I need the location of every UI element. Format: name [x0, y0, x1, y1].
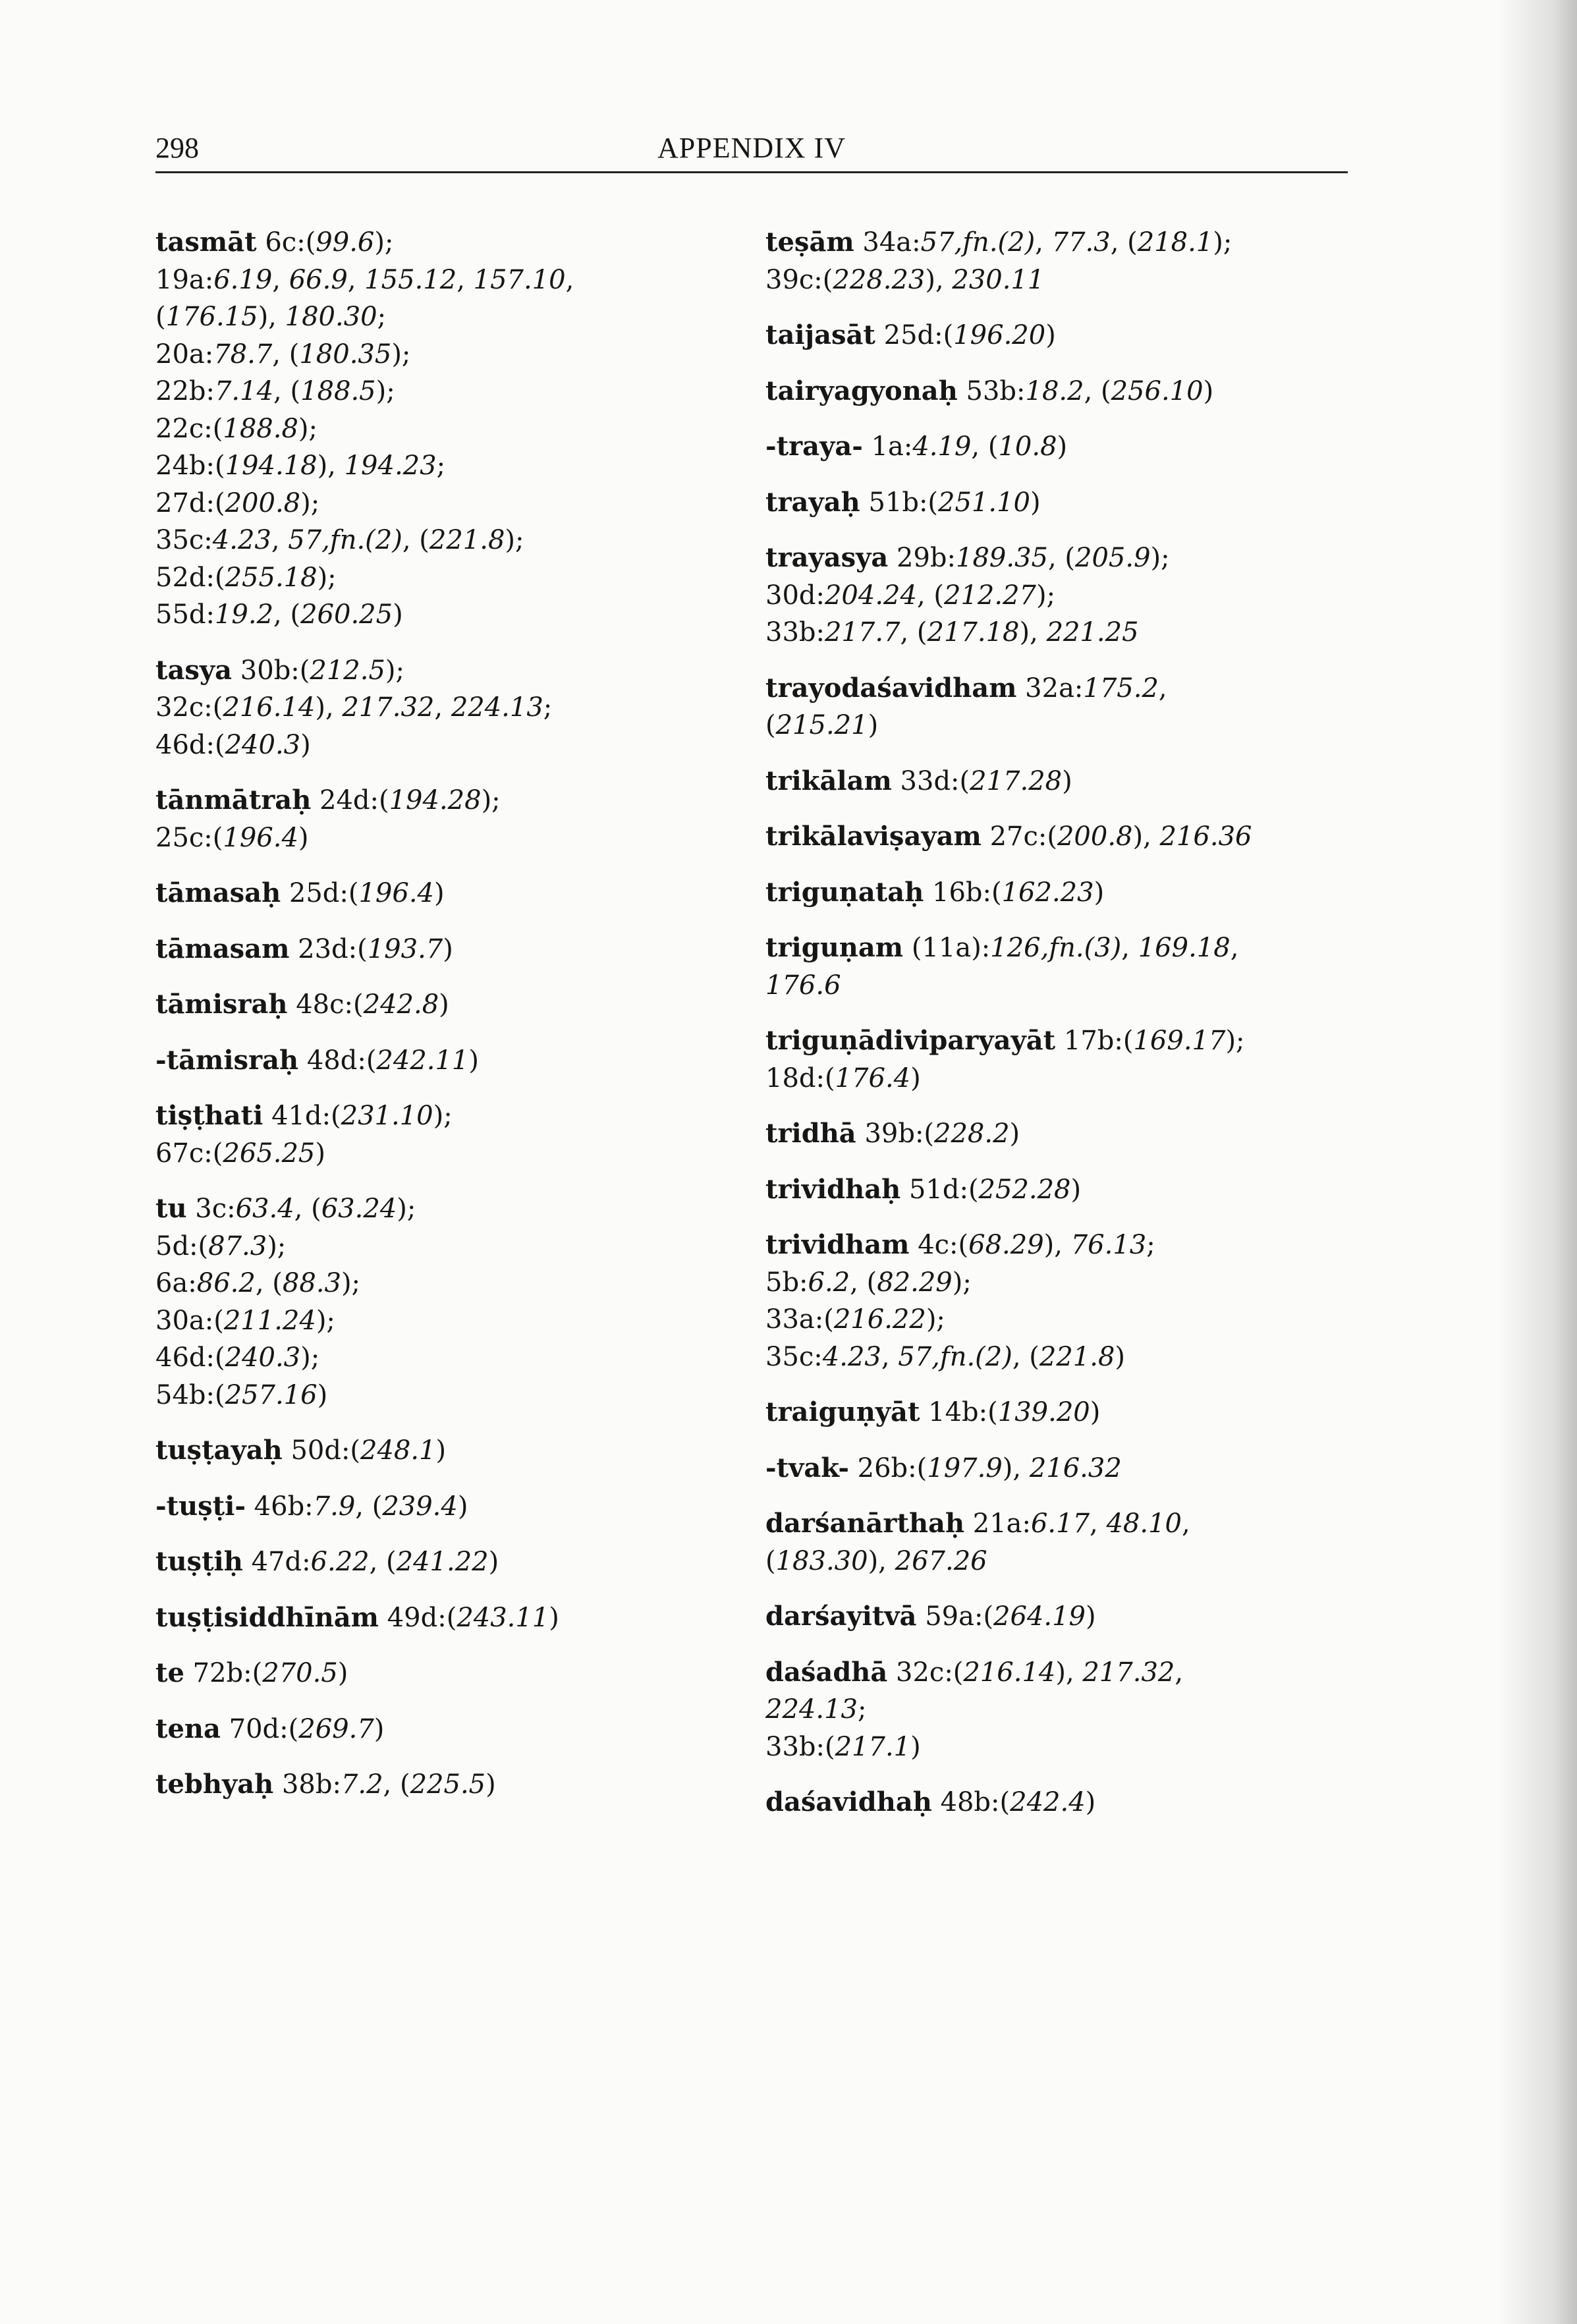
headword: tasmāt: [155, 227, 257, 258]
index-entry: [155, 875, 735, 912]
index-entry: [765, 1505, 1345, 1580]
entry-first-line: [155, 1655, 735, 1692]
index-entry: [155, 1432, 735, 1470]
reference-list: 55d:19.2, (260.25): [155, 599, 403, 630]
headword: tāmasam: [155, 933, 290, 964]
headword: tebhyaḥ: [155, 1769, 274, 1800]
entry-continuation-line: [765, 1729, 1345, 1766]
entry-continuation-line: [155, 447, 735, 485]
index-entry: [765, 484, 1345, 522]
entry-first-line: [765, 1598, 1345, 1636]
index-entry: [765, 929, 1345, 1004]
headword: triguṇādiviparyayāt: [765, 1025, 1056, 1056]
entry-continuation-line: [765, 614, 1345, 651]
entry-continuation-line: [155, 559, 735, 597]
headword: tairyagyonaḥ: [765, 375, 958, 406]
index-entry: [155, 1042, 735, 1080]
reference-list: 5d:(87.3);: [155, 1231, 287, 1261]
index-entry: [155, 931, 735, 968]
entry-first-line: [765, 484, 1345, 522]
entry-continuation-line: [765, 967, 1345, 1005]
index-entry: [765, 1598, 1345, 1636]
reference-list: 46b:7.9, (239.4): [254, 1491, 468, 1522]
headword: tāmisraḥ: [155, 989, 288, 1020]
reference-list: 48c:(242.8): [296, 989, 449, 1020]
reference-list: 35c:4.23, 57,fn.(2), (221.8): [765, 1341, 1126, 1372]
reference-list: 22c:(188.8);: [155, 413, 318, 444]
reference-list: 46d:(240.3): [155, 729, 311, 760]
index-entry: [155, 1488, 735, 1526]
entry-first-line: [765, 874, 1345, 912]
headword: tānmātraḥ: [155, 785, 312, 816]
index-entry: [155, 1599, 735, 1637]
page-header: [155, 125, 1348, 173]
entry-continuation-line: [765, 1301, 1345, 1339]
headword: traiguṇyāt: [765, 1397, 920, 1427]
entry-continuation-line: [765, 1339, 1345, 1376]
index-entry: [155, 224, 735, 634]
reference-list: 22b:7.14, (188.5);: [155, 376, 395, 406]
entry-continuation-line: [765, 262, 1345, 299]
reference-list: 21a:6.17, 48.10,: [972, 1508, 1190, 1539]
entry-continuation-line: [155, 819, 735, 857]
reference-list: 16b:(162.23): [932, 877, 1105, 908]
entry-continuation-line: [155, 336, 735, 374]
index-entry: [765, 1450, 1345, 1487]
reference-list: 25d:(196.4): [289, 878, 445, 908]
entry-first-line: [765, 224, 1345, 262]
reference-list: (176.15), 180.30;: [155, 302, 387, 332]
reference-list: 49d:(243.11): [387, 1602, 559, 1633]
headword: triguṇam: [765, 932, 904, 963]
headword: taijasāt: [765, 319, 875, 350]
reference-list: 26b:(197.9), 216.32: [857, 1452, 1122, 1483]
index-column-right: [765, 224, 1345, 1840]
entry-first-line: [765, 1505, 1345, 1543]
entry-continuation-line: [155, 1377, 735, 1414]
index-entry: [155, 1766, 735, 1804]
reference-list: 46d:(240.3);: [155, 1342, 320, 1373]
entry-first-line: [155, 1432, 735, 1470]
entry-first-line: [765, 1394, 1345, 1431]
reference-list: 51b:(251.10): [868, 487, 1041, 518]
index-entry: [765, 1115, 1345, 1153]
reference-list: 39b:(228.2): [864, 1119, 1020, 1149]
entry-first-line: [765, 373, 1345, 410]
entry-continuation-line: [765, 1691, 1345, 1729]
entry-first-line: [765, 317, 1345, 354]
headword: darśayitvā: [765, 1601, 917, 1632]
index-entry: [765, 670, 1345, 744]
reference-list: 24b:(194.18), 194.23;: [155, 451, 446, 481]
entry-first-line: [765, 818, 1345, 856]
headword: -tuṣṭi-: [155, 1490, 246, 1522]
entry-continuation-line: [155, 1135, 735, 1173]
entry-continuation-line: [765, 577, 1345, 615]
reference-list: 72b:(270.5): [192, 1658, 348, 1688]
headword: -traya-: [765, 431, 863, 462]
reference-list: 39c:(228.23), 230.11: [765, 264, 1045, 295]
reference-list: 18d:(176.4): [765, 1063, 921, 1093]
reference-list: 27d:(200.8);: [155, 487, 320, 518]
reference-list: 30d:204.24, (212.27);: [765, 580, 1056, 611]
entry-continuation-line: [765, 1264, 1345, 1302]
entry-first-line: [155, 1042, 735, 1080]
running-title: APPENDIX IV: [657, 132, 846, 164]
reference-list: 34a:57,fn.(2), 77.3, (218.1);: [862, 227, 1232, 258]
index-entry: [155, 1655, 735, 1692]
entry-first-line: [765, 1654, 1345, 1692]
index-entry: [765, 540, 1345, 651]
index-entry: [765, 1654, 1345, 1766]
entry-first-line: [155, 986, 735, 1024]
reference-list: 54b:(257.16): [155, 1379, 328, 1410]
headword: trikālaviṣayam: [765, 821, 982, 852]
index-entry: [155, 1711, 735, 1748]
headword: daśavidhaḥ: [765, 1786, 932, 1817]
reference-list: 4c:(68.29), 76.13;: [918, 1230, 1155, 1260]
reference-list: 59a:(264.19): [925, 1601, 1096, 1632]
entry-first-line: [155, 224, 735, 262]
index-entry: [155, 986, 735, 1024]
entry-first-line: [765, 540, 1345, 577]
reference-list: 67c:(265.25): [155, 1138, 325, 1169]
entry-first-line: [765, 1784, 1345, 1821]
headword: trikālam: [765, 765, 892, 796]
index-entry: [765, 373, 1345, 410]
reference-list: 24d:(194.28);: [319, 785, 501, 816]
reference-list: 33b:217.7, (217.18), 221.25: [765, 617, 1139, 648]
reference-list: 38b:7.2, (225.5): [281, 1769, 496, 1800]
entry-first-line: [765, 929, 1345, 967]
reference-list: 32a:175.2,: [1025, 673, 1167, 704]
reference-list: 48b:(242.4): [940, 1787, 1096, 1817]
headword: tāmasaḥ: [155, 877, 281, 908]
index-entry: [765, 428, 1345, 466]
entry-continuation-line: [155, 1228, 735, 1265]
index-entry: [765, 1227, 1345, 1375]
index-entry: [765, 1171, 1345, 1209]
entry-continuation-line: [765, 707, 1345, 744]
entry-continuation-line: [155, 262, 735, 299]
entry-continuation-line: [765, 1543, 1345, 1580]
headword: te: [155, 1657, 184, 1688]
reference-list: 25d:(196.20): [883, 320, 1056, 350]
reference-list: 32c:(216.14), 217.32,: [896, 1657, 1184, 1688]
reference-list: 70d:(269.7): [229, 1713, 385, 1744]
index-entry: [155, 1543, 735, 1581]
index-entry: [155, 1190, 735, 1414]
entry-continuation-line: [155, 485, 735, 522]
index-entry: [765, 763, 1345, 800]
entry-first-line: [155, 1190, 735, 1228]
index-entry: [765, 317, 1345, 354]
entry-first-line: [155, 652, 735, 690]
entry-first-line: [765, 763, 1345, 800]
reference-list: 35c:4.23, 57,fn.(2), (221.8);: [155, 525, 524, 555]
headword: -tāmisraḥ: [155, 1044, 299, 1076]
reference-list: 41d:(231.10);: [271, 1101, 453, 1131]
reference-list: 5b:6.2, (82.29);: [765, 1267, 972, 1298]
headword: tu: [155, 1193, 187, 1224]
reference-list: 50d:(248.1): [290, 1435, 447, 1466]
index-entry: [765, 1394, 1345, 1431]
index-column-left: [155, 224, 735, 1822]
reference-list: 6c:(99.6);: [265, 227, 394, 258]
index-entry: [765, 1022, 1345, 1097]
headword: trayasya: [765, 542, 889, 573]
index-entry: [765, 1784, 1345, 1821]
reference-list: 32c:(216.14), 217.32, 224.13;: [155, 692, 553, 723]
index-entry: [155, 652, 735, 764]
headword: darśanārthaḥ: [765, 1508, 965, 1539]
index-entry: [765, 874, 1345, 912]
reference-list: 19a:6.19, 66.9, 155.12, 157.10,: [155, 264, 574, 295]
entry-continuation-line: [155, 596, 735, 634]
headword: triguṇataḥ: [765, 876, 924, 908]
entry-continuation-line: [155, 689, 735, 727]
headword: tiṣṭhati: [155, 1100, 263, 1131]
reference-list: 33b:(217.1): [765, 1731, 921, 1762]
page-number: 298: [155, 132, 199, 164]
entry-first-line: [155, 1711, 735, 1748]
reference-list: 23d:(193.7): [298, 933, 453, 964]
index-entry: [155, 1097, 735, 1172]
entry-first-line: [155, 782, 735, 819]
entry-first-line: [765, 428, 1345, 466]
entry-first-line: [765, 1022, 1345, 1060]
index-entry: [155, 782, 735, 856]
entry-continuation-line: [155, 522, 735, 559]
reference-list: 14b:(139.20): [928, 1397, 1101, 1427]
headword: tuṣṭisiddhīnām: [155, 1601, 379, 1633]
entry-first-line: [155, 1543, 735, 1581]
headword: -tvak-: [765, 1452, 849, 1483]
entry-continuation-line: [155, 1302, 735, 1340]
reference-list: 176.6: [765, 970, 841, 1001]
headword: daśadhā: [765, 1656, 888, 1688]
entry-continuation-line: [155, 373, 735, 410]
entry-first-line: [765, 1227, 1345, 1264]
reference-list: 30b:(212.5);: [240, 655, 404, 686]
reference-list: 17b:(169.17);: [1063, 1026, 1245, 1056]
reference-list: 20a:78.7, (180.35);: [155, 339, 411, 370]
reference-list: 47d:6.22, (241.22): [251, 1547, 499, 1577]
reference-list: 48d:(242.11): [306, 1045, 479, 1076]
reference-list: 3c:63.4, (63.24);: [195, 1194, 416, 1224]
entry-first-line: [765, 670, 1345, 707]
reference-list: 224.13;: [765, 1694, 867, 1725]
headword: trayodaśavidham: [765, 672, 1017, 704]
entry-first-line: [155, 1766, 735, 1804]
reference-list: 1a:4.19, (10.8): [871, 431, 1068, 462]
entry-first-line: [155, 931, 735, 968]
reference-list: 53b:18.2, (256.10): [966, 375, 1214, 406]
entry-continuation-line: [155, 727, 735, 764]
headword: tena: [155, 1713, 221, 1744]
headword: tasya: [155, 654, 233, 686]
reference-list: (11a):126,fn.(3), 169.18,: [911, 933, 1239, 963]
reference-list: 25c:(196.4): [155, 822, 309, 853]
entry-continuation-line: [155, 298, 735, 336]
entry-first-line: [155, 1097, 735, 1135]
headword: tridhā: [765, 1118, 856, 1149]
entry-continuation-line: [155, 1265, 735, 1302]
reference-list: (215.21): [765, 710, 879, 740]
reference-list: 33a:(216.22);: [765, 1304, 945, 1335]
headword: teṣām: [765, 227, 854, 258]
entry-first-line: [155, 875, 735, 912]
headword: tuṣṭayaḥ: [155, 1435, 283, 1466]
entry-first-line: [155, 1488, 735, 1526]
entry-first-line: [155, 1599, 735, 1637]
headword: trividhaḥ: [765, 1173, 901, 1205]
reference-list: 29b:189.35, (205.9);: [897, 543, 1170, 573]
entry-continuation-line: [155, 1339, 735, 1377]
reference-list: 27c:(200.8), 216.36: [989, 821, 1252, 852]
reference-list: 30a:(211.24);: [155, 1305, 335, 1336]
entry-continuation-line: [765, 1060, 1345, 1097]
index-entry: [765, 224, 1345, 298]
entry-continuation-line: [155, 410, 735, 448]
entry-first-line: [765, 1115, 1345, 1153]
index-entry: [765, 818, 1345, 856]
entry-first-line: [765, 1171, 1345, 1209]
reference-list: 52d:(255.18);: [155, 562, 337, 593]
entry-first-line: [765, 1450, 1345, 1487]
reference-list: 51d:(252.28): [908, 1174, 1082, 1205]
headword: trividham: [765, 1229, 910, 1260]
reference-list: 33d:(217.28): [900, 765, 1072, 796]
headword: trayaḥ: [765, 486, 860, 518]
reference-list: (183.30), 267.26: [765, 1545, 987, 1576]
page-edge-shadow: [1498, 0, 1577, 2324]
headword: tuṣṭiḥ: [155, 1546, 243, 1577]
reference-list: 6a:86.2, (88.3);: [155, 1268, 361, 1298]
